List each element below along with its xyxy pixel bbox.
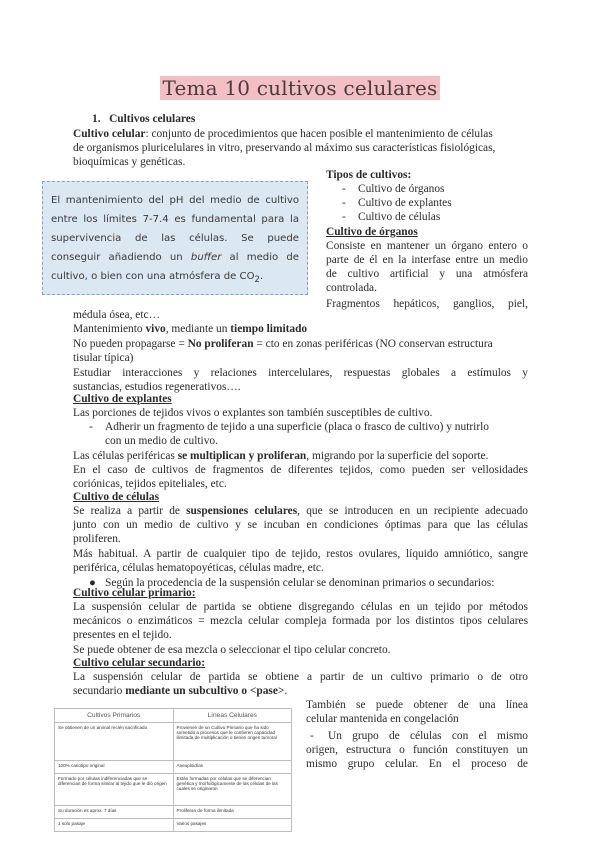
table-row xyxy=(55,723,292,761)
table-header: Cultivos Primarios xyxy=(55,709,174,723)
text-line: mismo grupo celular. En el proceso de xyxy=(306,758,528,770)
text-span: No pueden propagarse = xyxy=(73,338,188,350)
list-item: - Cultivo de células xyxy=(342,211,441,223)
table-row xyxy=(55,819,292,832)
definition-term: Cultivo celular xyxy=(73,128,146,140)
text-span: = cto en zonas periféricas (NO conservan estructura xyxy=(253,338,493,350)
text-span: Un grupo de células con el mismo xyxy=(328,730,528,742)
table-cell: Se obtienen de un animal recién sacrificado xyxy=(55,723,174,761)
bold-span: se multiplican y proliferan xyxy=(177,450,307,462)
callout-subscript: 2 xyxy=(254,274,260,285)
bold-span: mediante un subcultivo o <pase> xyxy=(125,685,285,697)
table-cell: 100% cariotipo original xyxy=(55,761,174,774)
section-heading: 1. Cultivos celulares xyxy=(92,113,196,125)
explantes-block: Cultivo de explantes Las porciones de tejidos vivos o explantes son también susceptibles de cultivo. - Adherir un fragmento de tejido a una superficie (placa o frasco de cultivo) y nutrirlo con un medio de cultivo. Las células periféricas se multiplican y proliferan, migrando por la superficie del soporte. En el caso de cultivos de fragmentos de diferentes tejidos, como pueden ser vellosidades coriónicas, tejidos epiteliales, etc. xyxy=(73,393,528,490)
text-span: , que se introducen en un recipiente adecuado xyxy=(297,505,528,517)
table-header: Líneas Celulares xyxy=(173,709,292,723)
list-item-label: Cultivo de explantes xyxy=(358,197,452,209)
table-row xyxy=(55,761,292,774)
table-row xyxy=(55,774,292,806)
text-line: tisular típica) xyxy=(73,352,134,364)
primario-block xyxy=(73,586,528,657)
table-header-row xyxy=(55,709,292,723)
text-line: La suspensión celular de partida se obtiene a partir de un cultivo primario o de otro xyxy=(73,671,528,683)
text-span: Mantenimiento xyxy=(73,323,146,335)
definition-paragraph xyxy=(73,127,528,169)
text-span: Adherir un fragmento de tejido a una superficie (placa o frasco de cultivo) y nutrirlo xyxy=(105,421,489,433)
table-cell: Aneuploidías xyxy=(173,761,292,774)
definition-text: : conjunto de procedimientos que hacen posible el mantenimiento de células xyxy=(145,128,493,140)
bold-span: tiempo limitado xyxy=(230,323,308,335)
bold-span: No proliferan xyxy=(187,338,254,350)
callout-text: . xyxy=(259,271,264,282)
secundario-block xyxy=(73,656,528,698)
text-line: Fragmentos hepáticos, ganglios, piel, xyxy=(326,298,528,310)
primario-heading: Cultivo celular primario: xyxy=(73,587,196,599)
text-line: proliferen. xyxy=(73,533,121,545)
text-line: coriónicas, tejidos epiteliales, etc. xyxy=(73,478,227,490)
text-span: Se realiza a partir de xyxy=(73,505,187,517)
callout-text: al medio de cultivo, o bien con una atmósfera de CO xyxy=(51,252,299,282)
text-line: Consiste en mantener un órgano entero o xyxy=(326,240,528,252)
text-line: junto con un medio de cultivo y se incuban en condiciones óptimas para que las células xyxy=(73,519,528,531)
text-line: de cultivo artificial y una atmósfera xyxy=(326,268,528,280)
text-line: controlada. xyxy=(326,282,377,294)
tipos-heading-text: Tipos de cultivos: xyxy=(326,169,412,181)
bold-span: suspensiones celulares xyxy=(186,505,298,517)
tipos-list xyxy=(342,182,452,224)
text-line: Las porciones de tejidos vivos o explantes son también susceptibles de cultivo. xyxy=(73,407,433,419)
explantes-heading: Cultivo de explantes xyxy=(73,393,172,405)
definition-text: bioquímicas y genéticas. xyxy=(73,156,186,168)
text-span: Según la procedencia de la suspensión celular se denominan primarios o secundarios: xyxy=(105,577,495,589)
text-span: . xyxy=(284,685,288,697)
text-span: Las células periféricas xyxy=(73,450,178,462)
organos-block xyxy=(326,225,528,311)
text-line: En el caso de cultivos de fragmentos de diferentes tejidos, como pueden ser vellosidades xyxy=(73,464,528,476)
text-line: con un medio de cultivo. xyxy=(105,435,218,447)
text-line: médula ósea, etc… xyxy=(73,309,160,321)
celulas-block: Cultivo de células Se realiza a partir de suspensiones celulares, que se introducen en un recipiente adecuado junto con un medio de cultivo y se incuban en condiciones óptimas para que las células proliferen. Más habitual. A partir de cualquier tipo de tejido, restos ovulares, líquido amniótico, sangre periférica, células hematopoyéticas, células madre, etc. ● Según la procedencia de la suspensión celular se denominan primarios o secundarios: xyxy=(73,491,528,589)
secundario-heading: Cultivo celular secundario: xyxy=(73,657,206,669)
table-cell: Varios pasajes xyxy=(173,819,292,832)
tipos-heading xyxy=(326,168,411,182)
text-span: , migrando por la superficie del soporte. xyxy=(306,450,489,462)
organos-heading: Cultivo de órganos xyxy=(326,226,418,238)
text-line: Más habitual. A partir de cualquier tipo de tejido, restos ovulares, líquido amniótico, sangre xyxy=(73,548,528,560)
page-title: Tema 10 cultivos celulares xyxy=(162,76,438,100)
celulas-heading: Cultivo de células xyxy=(73,491,160,503)
text-line: mecánicos o enzimáticos = mezcla celular compleja formada por los distintos tipos celulares xyxy=(73,615,528,627)
list-item: - Cultivo de órganos xyxy=(342,183,445,195)
bold-span: vivo xyxy=(145,323,166,335)
text-line: origen, estructura o función constituyen un xyxy=(306,744,528,756)
table-cell: Proliferan de forma ilimitada xyxy=(173,806,292,819)
text-line: celular mantenida en congelación xyxy=(306,713,459,725)
text-line: periférica, células hematopoyéticas, células madre, etc. xyxy=(73,562,324,574)
table-cell: Provienen de un Cultivo Primario que ha sido sometido a procesos que le confieren capacidad ilimitada de multiplicación o tienen origen tumoral xyxy=(173,723,292,761)
table-cell: 1 solo pasaje xyxy=(55,819,174,832)
ph-callout-box xyxy=(42,181,308,295)
table-row xyxy=(55,806,292,819)
text-span: secundario xyxy=(73,685,126,697)
text-line: presentes en el tejido. xyxy=(73,629,172,641)
text-line: sustancias, estudios regenerativos…. xyxy=(73,381,241,393)
table-cell: Su duración es aprox. 7 días xyxy=(55,806,174,819)
definition-text: de organismos pluricelulares in vitro, preservando al máximo sus características fisiológicas, xyxy=(73,142,496,154)
page-title-wrap xyxy=(0,76,600,100)
organos-continued xyxy=(73,308,528,394)
list-item-label: Cultivo de órganos xyxy=(358,183,445,195)
text-line: parte de él en la interfase entre un medio xyxy=(326,254,528,266)
text-line: Se puede obtener de esa mezcla o seleccionar el tipo celular concreto. xyxy=(73,644,391,656)
secundario-right-column: También se puede obtener de una línea celular mantenida en congelación - Un grupo de células con el mismo origen, estructura o función constituyen un mismo grupo celular. En el proceso de xyxy=(306,699,528,770)
table-cell: Están formadas por células que se diferencian genética y morfológicamente de las células de las cuales se originaron xyxy=(173,774,292,806)
text-span: , mediante un xyxy=(165,323,231,335)
table-cell: Formado por células indiferenciadas que se diferencian de forma similar al tejido que le dió origen xyxy=(55,774,174,806)
text-line: La suspensión celular de partida se obtiene disgregando células en un tejido por métodos xyxy=(73,601,528,613)
comparison-table xyxy=(54,708,292,832)
list-item: - Cultivo de explantes xyxy=(342,197,452,209)
callout-text: El mantenimiento del pH del medio de cultivo entre los límites 7-7.4 es fundamental para la supervivencia de las células. Se puede conseguir añadiendo un xyxy=(51,195,299,263)
text-line: También se puede obtener de una línea xyxy=(306,699,528,711)
text-line: Estudiar interacciones y relaciones intercelulares, respuestas globales a estímulos y xyxy=(73,367,528,379)
list-item-label: Cultivo de células xyxy=(358,211,441,223)
callout-buffer: buffer xyxy=(190,252,222,263)
